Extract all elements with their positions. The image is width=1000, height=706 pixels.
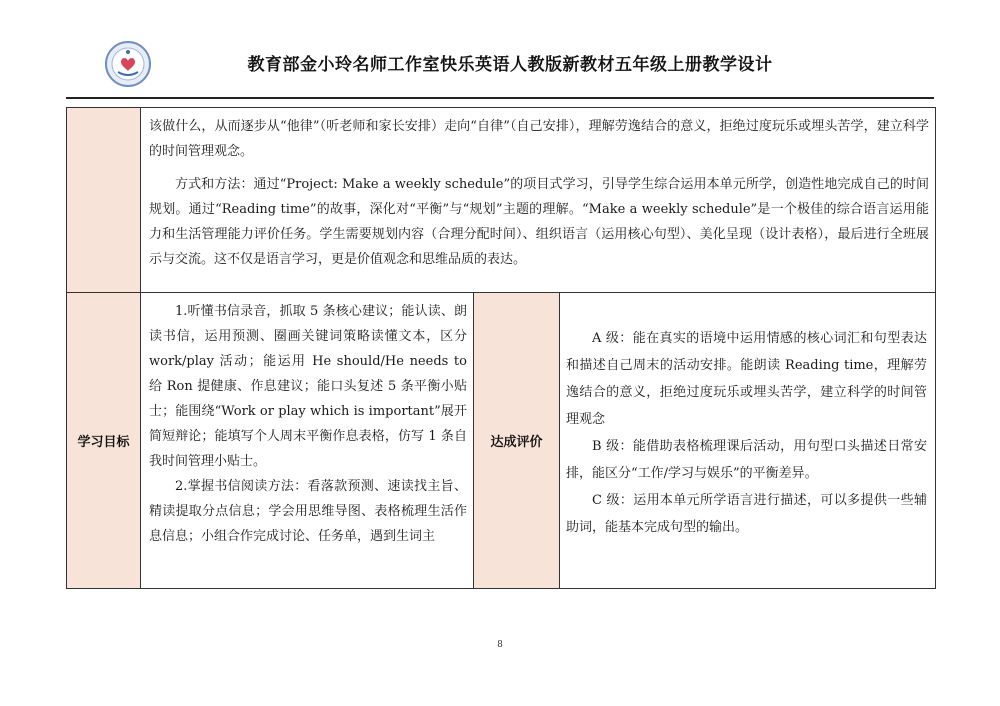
top-paragraph-2: 方式和方法：通过“Project: Make a weekly schedule”的项目式学习，引导学生综合运用本单元所学，创造性地完成自己的时间规划。通过“Reading time”的故事，深化对“平衡”与“规划”主题的理解。“Make a weekly schedule”是一个极佳的综合语言运用能力和生活管理能力评价任务。学生需要规划内容（合理分配时间）、组织语言（运用核心句型）、美化呈现（设计表格），最后进行全班展示与交流。这不仅是语言学习，更是价值观念和思维品质的表达。: [149, 177, 929, 267]
page-number: 8: [497, 640, 503, 650]
learning-goals-label: 学习目标: [77, 435, 130, 450]
learning-goal-1: 1.听懂书信录音，抓取 5 条核心建议；能认读、朗读书信，运用预测、圈画关键词策略读懂文本，区分 work/play 活动；能运用 He should/He needs to 给 Ron 提健康、作息建议；能口头复述 5 条平衡小贴士；能围绕“Work or play which is important”展开简短辩论；能填写个人周末平衡作息表格，仿写 1 条自我时间管理小贴士。: [149, 304, 467, 469]
top-paragraph-1: 该做什么，从而逐步从“他律”（听老师和家长安排）走向“自律”（自己安排），理解劳逸结合的意义，拒绝过度玩乐或埋头苦学，建立科学的时间管理观念。: [149, 119, 929, 159]
page-header: [0, 0, 1000, 100]
top-content-cell: [140, 107, 936, 293]
learning-goals-label-cell: [66, 292, 141, 589]
learning-goal-2: 2.掌握书信阅读方法：看落款预测、速读找主旨、精读提取分点信息；学会用思维导图、表格梳理生活作息信息；小组合作完成讨论、任务单，遇到生词主: [149, 479, 467, 544]
page-title: 教育部金小玲名师工作室快乐英语人教版新教材五年级上册教学设计: [247, 55, 773, 75]
assessment-level-b: B 级：能借助表格梳理课后活动，用句型口头描述日常安排，能区分“工作/学习与娱乐”的平衡差异。: [566, 439, 927, 481]
assessment-label-cell: [473, 292, 560, 589]
header-divider: [66, 97, 934, 99]
top-label-cell: [66, 107, 141, 293]
assessment-level-a: A 级：能在真实的语境中运用情感的核心词汇和句型表达和描述自己周末的活动安排。能朗读 Reading time，理解劳逸结合的意义，拒绝过度玩乐或埋头苦学，建立科学的时间管理观念: [566, 331, 927, 427]
learning-goals-content-cell: [140, 292, 474, 589]
assessment-level-c: C 级：运用本单元所学语言进行描述，可以多提供一些辅助词，能基本完成句型的输出。: [566, 493, 927, 535]
assessment-content-cell: [559, 292, 936, 589]
assessment-label: 达成评价: [490, 435, 543, 450]
workshop-seal-icon: [104, 40, 152, 88]
